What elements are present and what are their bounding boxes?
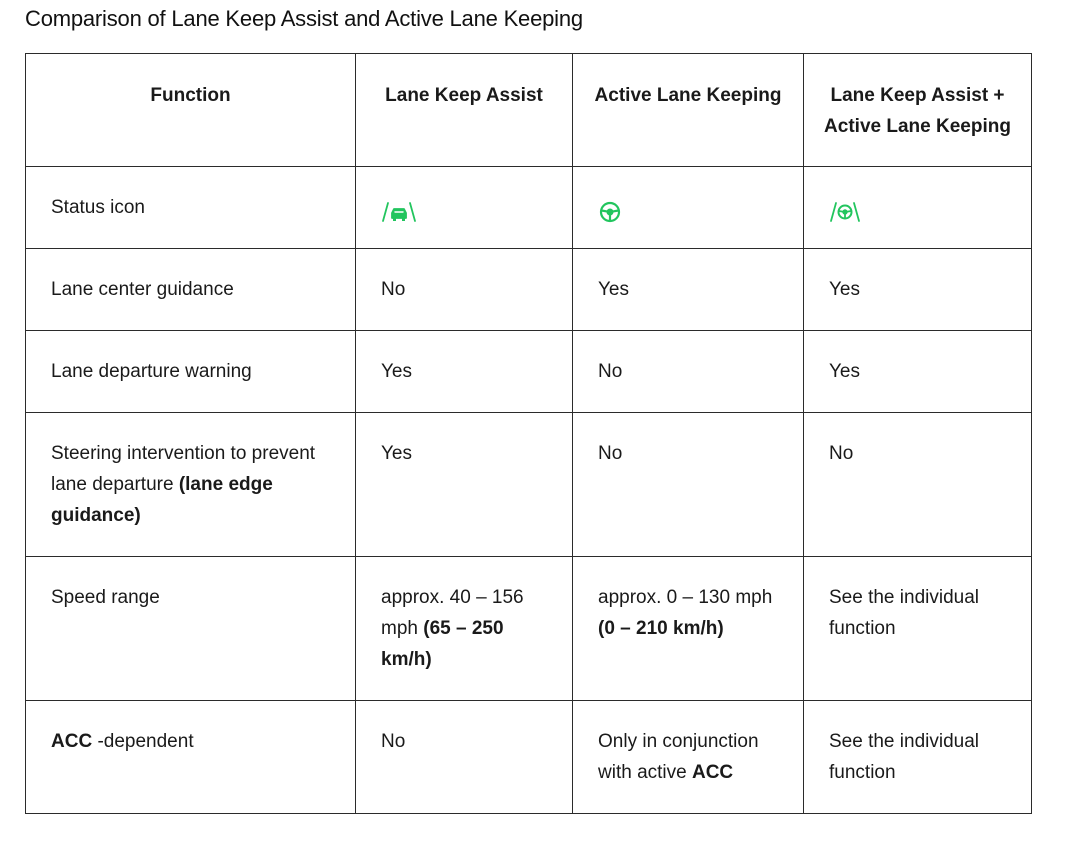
row-label-lane-center: Lane center guidance <box>26 249 356 331</box>
row-label-acc-bold: ACC <box>51 731 93 752</box>
table-row-speed <box>26 557 1032 701</box>
row-label-speed: Speed range <box>26 557 356 701</box>
cell-acc-alk-text: Only in conjunction with active <box>598 731 759 783</box>
row-label-status-icon: Status icon <box>26 167 356 249</box>
table-row-lane-warning <box>26 331 1032 413</box>
cell-acc-alk <box>573 701 804 814</box>
cell-speed-lka-text: approx. 40 – 156 mph <box>381 587 524 639</box>
table-row-steering <box>26 413 1032 557</box>
cell-speed-lka-bold: (65 – 250 km/h) <box>381 618 504 670</box>
cell-speed-alk <box>573 557 804 701</box>
steering-wheel-icon <box>598 192 622 224</box>
cell-lane-warning-lka: Yes <box>356 331 573 413</box>
page-title: Comparison of Lane Keep Assist and Active Lane Keeping <box>25 6 583 31</box>
header-lane-keep-assist: Lane Keep Assist <box>356 54 573 167</box>
cell-speed-combined: See the individual function <box>804 557 1032 701</box>
cell-steering-combined: No <box>804 413 1032 557</box>
cell-status-lka <box>356 167 573 249</box>
cell-lane-center-combined: Yes <box>804 249 1032 331</box>
row-label-steering-text: Steering intervention to prevent lane departure <box>51 443 316 495</box>
cell-speed-alk-bold: (0 – 210 km/h) <box>598 618 724 639</box>
cell-acc-combined: See the individual function <box>804 701 1032 814</box>
row-label-steering-bold: (lane edge guidance) <box>51 474 273 526</box>
table-row-acc <box>26 701 1032 814</box>
cell-lane-warning-alk: No <box>573 331 804 413</box>
row-label-lane-warning: Lane departure warning <box>26 331 356 413</box>
header-combined-line1: Lane Keep Assist + <box>830 85 1005 106</box>
comparison-table <box>25 53 1032 814</box>
table-row-status-icon <box>26 167 1032 249</box>
cell-speed-lka <box>356 557 573 701</box>
row-label-steering <box>26 413 356 557</box>
cell-status-alk <box>573 167 804 249</box>
header-function: Function <box>26 54 356 167</box>
header-combined <box>804 54 1032 167</box>
header-active-lane-keeping: Active Lane Keeping <box>573 54 804 167</box>
row-label-acc <box>26 701 356 814</box>
cell-speed-alk-text: approx. 0 – 130 mph <box>598 587 773 608</box>
cell-steering-lka: Yes <box>356 413 573 557</box>
cell-lane-warning-combined: Yes <box>804 331 1032 413</box>
cell-status-combined <box>804 167 1032 249</box>
lane-car-icon <box>381 192 417 224</box>
cell-acc-alk-bold: ACC <box>691 762 734 783</box>
table-row-lane-center <box>26 249 1032 331</box>
lane-steering-wheel-icon <box>829 192 861 224</box>
cell-lane-center-alk: Yes <box>573 249 804 331</box>
cell-steering-alk: No <box>573 413 804 557</box>
header-combined-line2: Active Lane Keeping <box>824 116 1011 137</box>
row-label-acc-text: -dependent <box>97 731 194 752</box>
cell-acc-lka: No <box>356 701 573 814</box>
cell-lane-center-lka: No <box>356 249 573 331</box>
table-header-row <box>26 54 1032 167</box>
